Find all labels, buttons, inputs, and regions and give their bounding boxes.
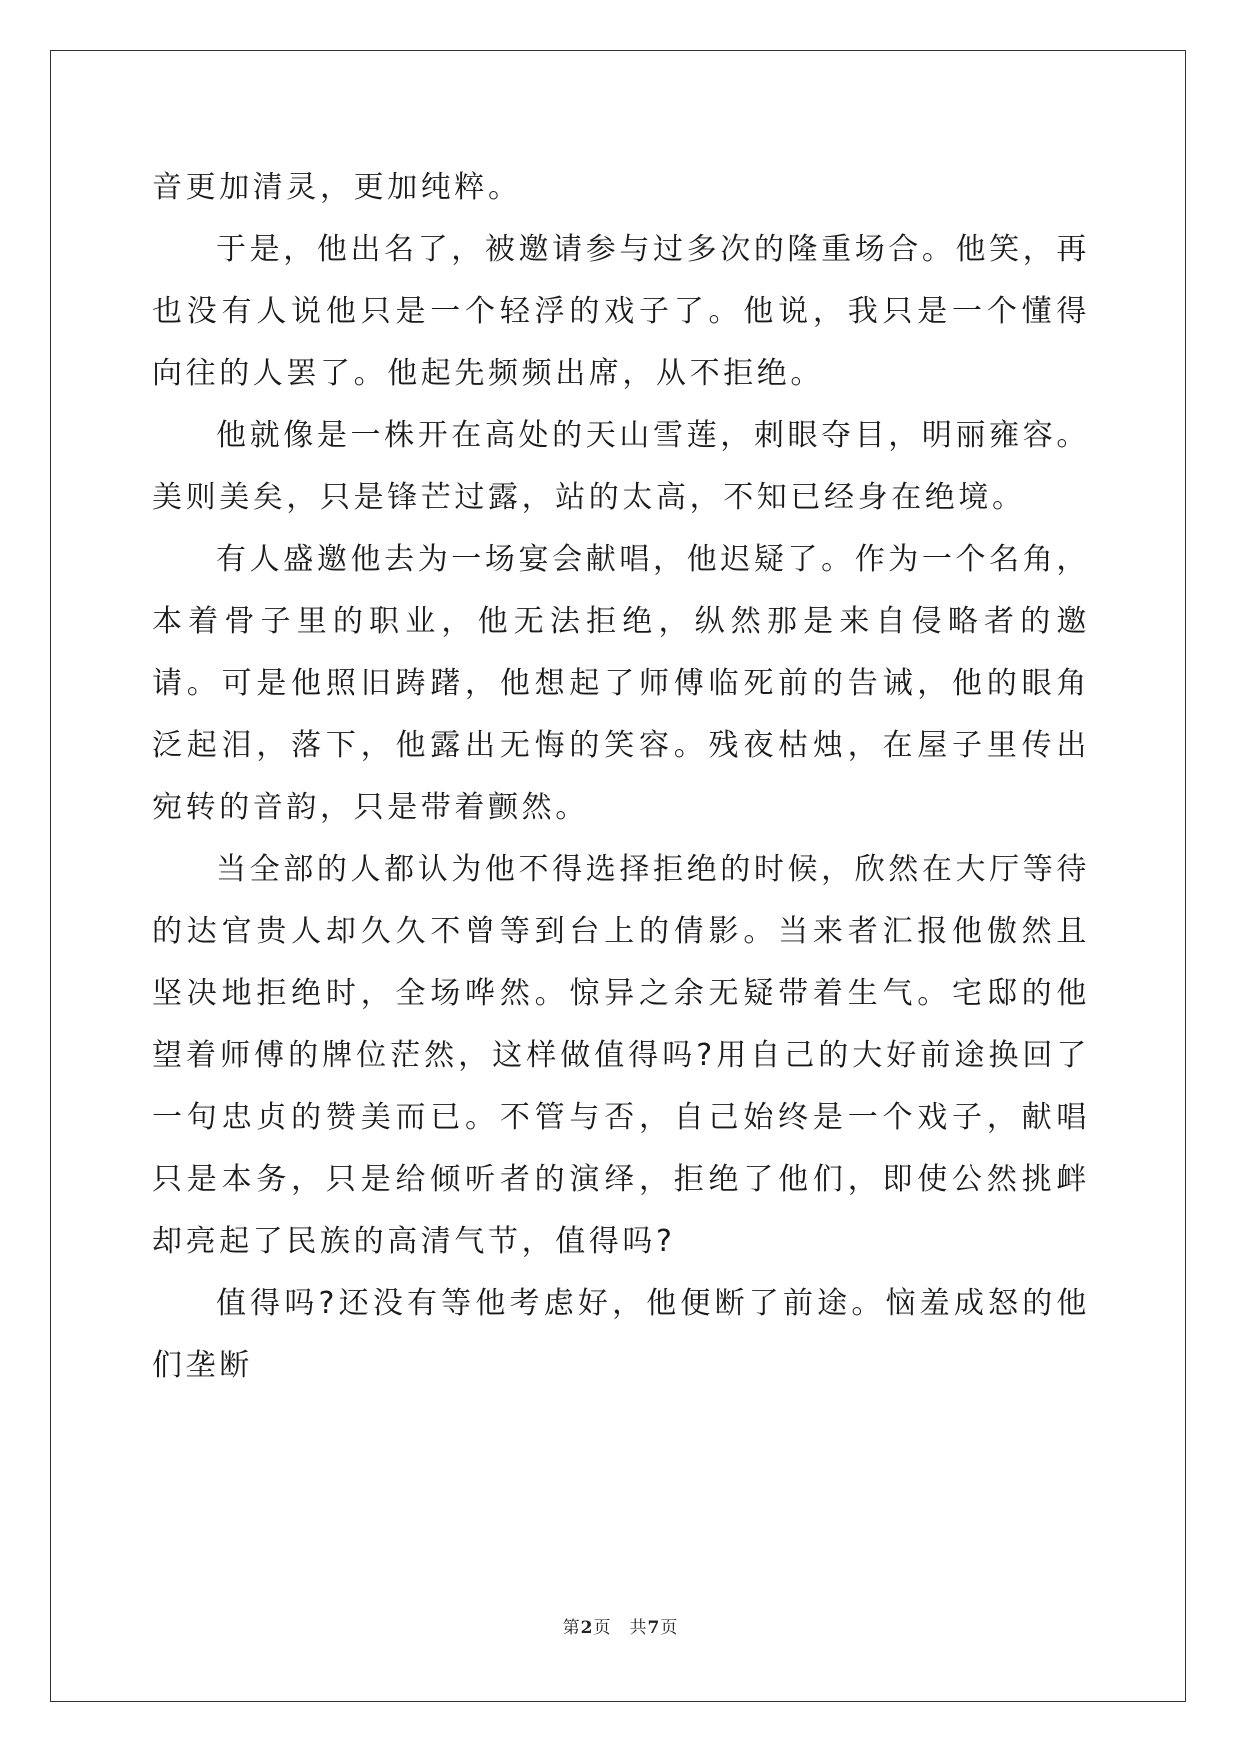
footer-middle: 页 共 xyxy=(593,1618,648,1638)
paragraph-2: 于是，他出名了，被邀请参与过多次的隆重场合。他笑，再也没有人说他只是一个轻浮的戏子了。他说，我只是一个懂得向往的人罢了。他起先频频出席，从不拒绝。 xyxy=(152,232,1090,391)
document-body xyxy=(152,157,1090,1397)
paragraph-3: 他就像是一株开在高处的天山雪莲，刺眼夺目，明丽雍容。美则美矣，只是锋芒过露，站的太高，不知已经身在绝境。 xyxy=(152,418,1090,515)
total-page-number: 7 xyxy=(647,1618,661,1638)
paragraph-1: 音更加清灵，更加纯粹。 xyxy=(152,170,522,205)
paragraph-6: 值得吗?还没有等他考虑好，他便断了前途。恼羞成怒的他们垄断 xyxy=(152,1286,1090,1383)
page-footer xyxy=(0,1613,1241,1638)
paragraph-5: 当全部的人都认为他不得选择拒绝的时候，欣然在大厅等待的达官贵人却久久不曾等到台上的倩影。当来者汇报他傲然且坚决地拒绝时，全场哗然。惊异之余无疑带着生气。宅邸的他望着师傅的牌位茫然，这样做值得吗?用自己的大好前途换回了一句忠贞的赞美而已。不管与否，自己始终是一个戏子，献唱只是本务，只是给倾听者的演绎，拒绝了他们，即使公然挑衅却亮起了民族的高清气节，值得吗? xyxy=(152,852,1090,1259)
footer-suffix: 页 xyxy=(660,1618,679,1638)
footer-prefix: 第 xyxy=(562,1618,581,1638)
paragraph-4: 有人盛邀他去为一场宴会献唱，他迟疑了。作为一个名角，本着骨子里的职业，他无法拒绝，纵然那是来自侵略者的邀请。可是他照旧踌躇，他想起了师傅临死前的告诫，他的眼角泛起泪，落下，他露出无悔的笑容。残夜枯烛，在屋子里传出宛转的音韵，只是带着颤然。 xyxy=(152,542,1090,825)
current-page-number: 2 xyxy=(580,1618,594,1638)
